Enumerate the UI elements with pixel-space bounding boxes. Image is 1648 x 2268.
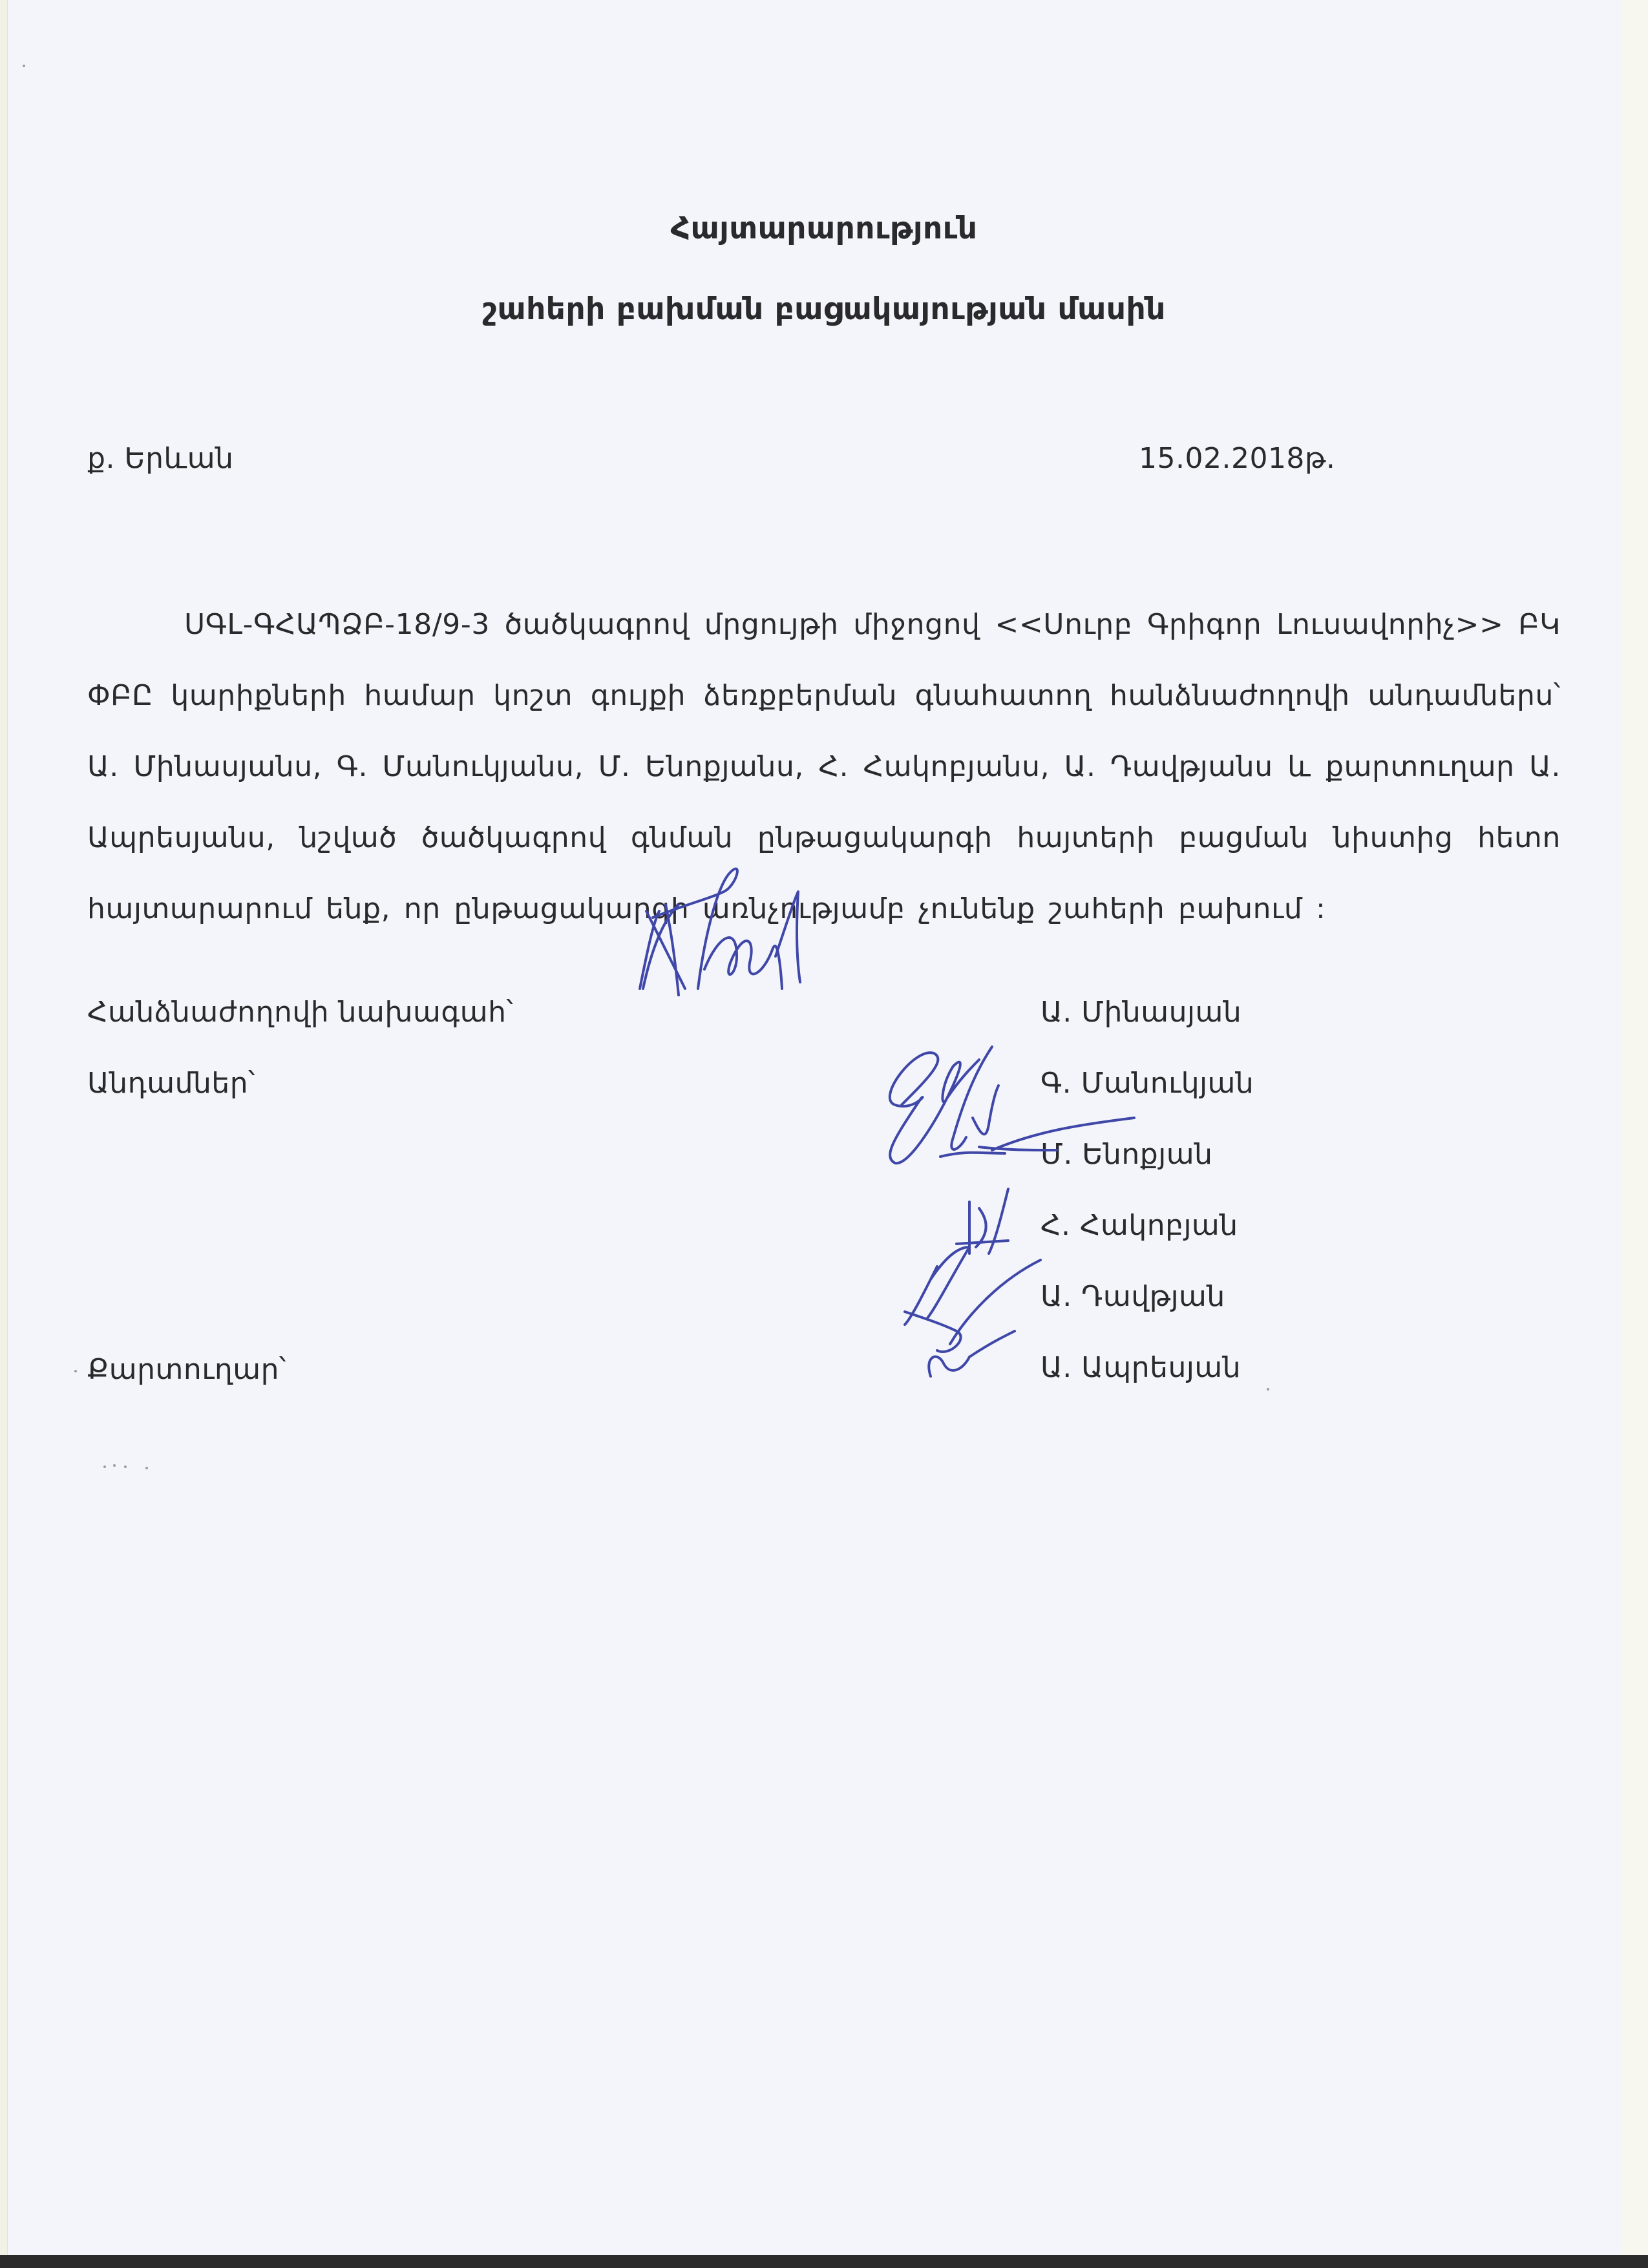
signatory-name: Ա. Ապրեսյան — [1041, 1351, 1241, 1384]
declaration-body: ՍԳԼ-ԳՀԱՊՁԲ-18/9-3 ծածկագրով մրցույթի միջոցով <<Սուրբ Գրիգոր Լուսավորիչ>> ԲԿ ՓԲԸ կարիքների համար կոշտ գույքի ձեռքբերման գնահատող հանձնաժողովի անդամներս՝ Ա. Մինասյանս, Գ. Մանուկյանս, Մ. Ենոքյանս, Հ. Հակոբյանս, Ա. Դավթյանս և քարտուղար Ա. Ապրեսյանս, նշված ծածկագրով գնման ընթացակարգի հայտերի բացման նիստից հետո հայտարարում ենք, որ ընթացակարգի առնչությամբ չունենք շահերի բախում : — [87, 608, 1561, 925]
scan-speck — [1267, 1388, 1269, 1391]
scan-bottom-edge — [0, 2255, 1648, 2268]
document-subtitle: շահերի բախման բացակայության մասին — [482, 291, 1166, 327]
scan-speck — [124, 1465, 127, 1468]
scan-left-edge — [0, 0, 8, 2255]
date-label: 15.02.2018թ. — [1139, 442, 1336, 475]
signatory-name: Հ. Հակոբյան — [1041, 1209, 1238, 1242]
scan-speck — [113, 1464, 116, 1467]
document-title: Հայտարարություն — [670, 211, 978, 246]
signature-stroke — [905, 1189, 1041, 1376]
city-label: ք. Երևան — [87, 442, 234, 475]
signature-stroke — [640, 868, 800, 995]
signatory-name: Ա. Մինասյան — [1041, 996, 1242, 1029]
signature-stroke — [890, 1047, 1134, 1163]
scan-speck — [145, 1467, 148, 1469]
signatory-name: Ա. Դավթյան — [1041, 1280, 1225, 1313]
role-secretary: Քարտուղար՝ — [87, 1353, 287, 1386]
scan-speck — [74, 1370, 77, 1372]
signatory-name: Գ. Մանուկյան — [1041, 1067, 1254, 1100]
scan-speck — [103, 1465, 106, 1468]
document-page — [8, 0, 1622, 2255]
role-chairman: Հանձնաժողովի նախագահ՝ — [87, 996, 514, 1029]
role-members: Անդամներ՝ — [87, 1067, 256, 1100]
signatory-name: Մ. Ենոքյան — [1041, 1138, 1213, 1171]
signature-chairman — [627, 859, 860, 1027]
signature-member-manukyan — [876, 1027, 1147, 1182]
scan-right-edge — [1622, 0, 1648, 2255]
scan-speck — [23, 65, 25, 67]
signature-member-hakobyan — [872, 1182, 1086, 1396]
